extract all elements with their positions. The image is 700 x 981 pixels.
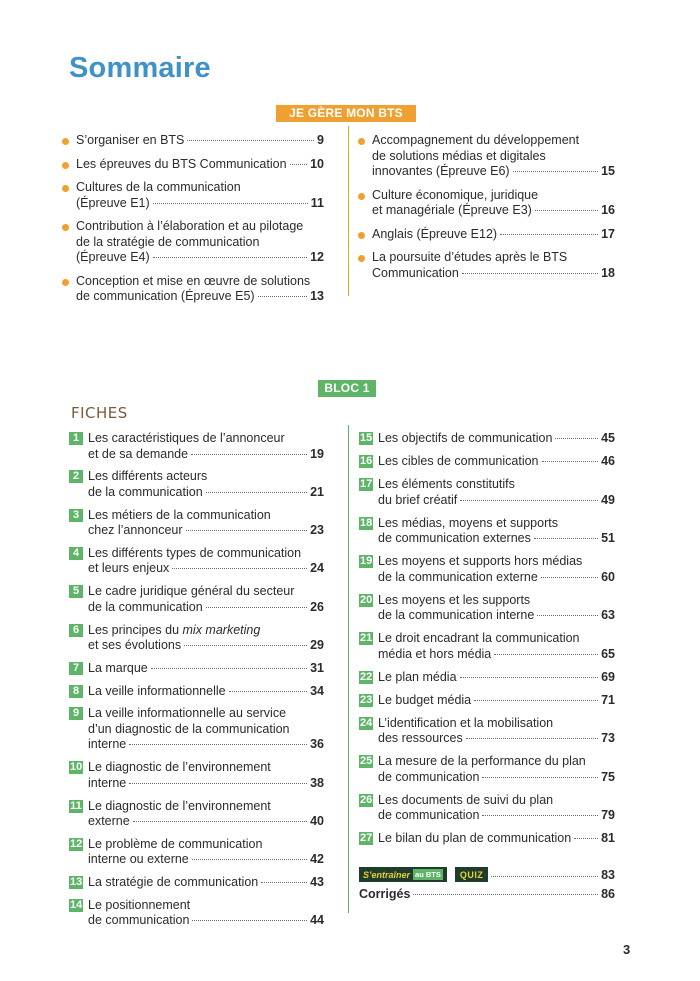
- fiche-number: 12: [70, 837, 83, 850]
- entry-text: Les cibles de communication: [378, 454, 539, 468]
- bullet-icon: [62, 162, 69, 169]
- toc-entry[interactable]: [359, 670, 615, 686]
- page-ref: 23: [310, 523, 324, 538]
- entry-text: média et hors média: [378, 646, 492, 661]
- toc-entry[interactable]: [69, 469, 324, 500]
- corriges-entry[interactable]: [359, 887, 615, 903]
- page-ref: 49: [601, 492, 615, 507]
- entrainer-suffix: au BTS: [415, 870, 441, 879]
- page-ref: 69: [601, 669, 615, 684]
- page-ref: 40: [310, 814, 324, 828]
- entry-text: La stratégie de communication: [88, 875, 259, 890]
- page-ref: 21: [310, 484, 324, 499]
- fiche-number: 5: [69, 585, 83, 598]
- page-ref: 83: [601, 867, 615, 882]
- entry-text: Le droit encadrant la communication: [378, 631, 580, 645]
- toc-entry[interactable]: [359, 831, 615, 847]
- toc-entry[interactable]: [62, 157, 324, 173]
- leader-dots: [133, 821, 307, 822]
- entry-text: de communication: [378, 808, 480, 822]
- leader-dots: [535, 210, 598, 211]
- toc-entry[interactable]: [69, 546, 324, 577]
- page-ref: 45: [601, 431, 615, 445]
- page-ref: 71: [601, 692, 615, 707]
- leader-dots: [534, 538, 598, 539]
- entry-text: Les objectifs de communication: [378, 431, 553, 445]
- fiche-number: 2: [69, 470, 83, 483]
- fiche-number: 9: [69, 707, 83, 720]
- fiche-number: 8: [69, 685, 83, 698]
- leader-dots: [192, 859, 307, 860]
- leader-dots: [153, 257, 307, 258]
- leader-dots: [542, 461, 599, 462]
- leader-dots: [460, 500, 598, 501]
- leader-dots: [151, 668, 307, 669]
- leader-dots: [482, 777, 598, 778]
- entry-text: Le cadre juridique général du secteur: [88, 584, 295, 599]
- page-ref: 86: [601, 887, 615, 901]
- entry-text: et managériale (Épreuve E3): [372, 203, 532, 217]
- extras-column: [359, 867, 615, 907]
- entry-text: Accompagnement du développement: [372, 133, 580, 147]
- page-ref: 46: [601, 454, 615, 468]
- entry-text: Anglais (Épreuve E12): [372, 226, 498, 241]
- toc-entry[interactable]: [358, 227, 615, 243]
- leader-dots: [491, 876, 598, 877]
- page-ref: 79: [601, 808, 615, 822]
- toc-entry[interactable]: [69, 684, 324, 700]
- page-ref: 65: [601, 646, 615, 661]
- leader-dots: [500, 234, 598, 235]
- leader-dots: [466, 738, 598, 739]
- entry-text: Cultures de la communication: [76, 180, 241, 194]
- fiche-number: 23: [360, 693, 373, 706]
- fiche-number: 21: [360, 632, 373, 644]
- entry-text: La poursuite d’études après le BTS: [372, 250, 568, 264]
- leader-dots: [261, 882, 307, 883]
- fiche-number: 20: [360, 593, 373, 606]
- leader-dots: [229, 691, 308, 692]
- entry-text: innovantes (Épreuve E6): [372, 164, 510, 178]
- quiz-badge: QUIZ: [455, 867, 489, 882]
- page-ref: 44: [310, 913, 324, 928]
- entry-text: Le budget média: [378, 692, 472, 707]
- bullet-icon: [62, 224, 69, 231]
- page-ref: 17: [601, 226, 615, 241]
- entry-text: La marque: [88, 660, 148, 675]
- entry-text: de la stratégie de communication: [76, 234, 260, 249]
- toc-entry[interactable]: [69, 760, 324, 791]
- leader-dots: [258, 296, 308, 297]
- page-number: 3: [623, 942, 631, 957]
- entry-text: Les épreuves du BTS Communication: [76, 156, 287, 171]
- page-ref: 29: [310, 638, 324, 652]
- entry-text: Les principes du mix marketing: [88, 622, 261, 637]
- page-title: Sommaire: [69, 52, 211, 84]
- leader-dots: [537, 615, 598, 616]
- bullet-icon: [358, 193, 365, 200]
- toc-entry[interactable]: [358, 250, 615, 281]
- leader-dots: [290, 164, 308, 165]
- fiche-number: 14: [70, 898, 83, 911]
- bullet-icon: [62, 185, 69, 192]
- toc-entry[interactable]: [69, 584, 324, 615]
- toc-entry[interactable]: [69, 661, 324, 677]
- section-badge-je-gere-mon-bts: JE GÈRE MON BTS: [276, 105, 416, 122]
- bullet-icon: [358, 255, 365, 262]
- page-ref: 43: [310, 875, 324, 890]
- page-ref: 73: [601, 731, 615, 745]
- fiche-number: 7: [69, 662, 83, 675]
- entry-text: des ressources: [378, 731, 463, 745]
- entry-text: Le problème de communication: [88, 836, 263, 851]
- leader-dots: [206, 607, 307, 608]
- leader-dots: [494, 654, 598, 655]
- entry-text: La veille informationnelle: [88, 683, 226, 698]
- entry-text: Les moyens et supports hors médias: [378, 554, 583, 568]
- toc-entry[interactable]: [359, 431, 615, 447]
- page-ref: 15: [601, 164, 615, 178]
- entry-text: Conception et mise en œuvre de solutions: [76, 273, 311, 288]
- page-ref: 11: [310, 195, 324, 210]
- entry-text: La mesure de la performance du plan: [378, 754, 586, 768]
- bullet-icon: [62, 279, 69, 286]
- bullet-icon: [358, 138, 365, 145]
- toc-entry[interactable]: [69, 623, 324, 654]
- page-ref: 24: [310, 561, 324, 576]
- leader-dots: [206, 492, 307, 493]
- entry-text: Le diagnostic de l’environnement: [88, 760, 271, 775]
- toc-entry[interactable]: [359, 631, 615, 662]
- toc-entry[interactable]: [359, 554, 615, 585]
- page-ref: 38: [310, 775, 324, 790]
- entry-text: et leurs enjeux: [88, 561, 170, 576]
- fiche-number: 26: [360, 793, 373, 806]
- toc-entry[interactable]: [69, 837, 324, 868]
- column-divider: [348, 126, 349, 296]
- toc-entry[interactable]: [359, 716, 615, 747]
- fiche-number: 27: [360, 832, 373, 844]
- toc-entry[interactable]: [359, 793, 615, 824]
- page-ref: 10: [310, 156, 324, 171]
- leader-dots: [191, 454, 307, 455]
- toc-entry[interactable]: [359, 754, 615, 785]
- bullet-icon: [62, 138, 69, 145]
- fiche-number: 17: [360, 478, 373, 490]
- page-ref: 51: [601, 531, 615, 545]
- entry-text: Les différents acteurs: [88, 469, 208, 484]
- entry-text: Les métiers de la communication: [88, 507, 271, 522]
- toc-entry[interactable]: [359, 516, 615, 547]
- entry-text: (Épreuve E1): [76, 195, 150, 210]
- entry-text: L’identification et la mobilisation: [378, 715, 554, 730]
- fiche-number: 13: [70, 876, 83, 889]
- entry-text: de communication: [378, 769, 480, 784]
- fiche-number: 1: [69, 432, 83, 445]
- toc-entry[interactable]: [69, 508, 324, 539]
- page-ref: 81: [601, 831, 615, 845]
- entry-text: interne ou externe: [88, 852, 189, 867]
- toc-entry[interactable]: [62, 274, 324, 305]
- entry-text: Communication: [372, 265, 459, 280]
- toc-entry[interactable]: [69, 799, 324, 830]
- leader-dots: [482, 815, 598, 816]
- entry-text: de la communication: [88, 484, 203, 499]
- leader-dots: [541, 577, 598, 578]
- entry-text: interne: [88, 737, 127, 752]
- fiche-number: 22: [360, 670, 373, 683]
- fiche-number: 16: [360, 455, 373, 467]
- leader-dots: [413, 894, 598, 895]
- leader-dots: [129, 783, 307, 784]
- leader-dots: [172, 568, 307, 569]
- column-divider: [348, 425, 349, 913]
- leader-dots: [153, 203, 308, 204]
- leader-dots: [186, 530, 308, 531]
- fiches-label: FICHES: [71, 404, 128, 422]
- entry-text: (Épreuve E4): [76, 250, 150, 264]
- entry-text: interne: [88, 775, 127, 790]
- entry-text: de communication (Épreuve E5): [76, 289, 255, 303]
- fiche-number: 24: [360, 716, 373, 729]
- toc-entry[interactable]: [359, 477, 615, 508]
- entry-text: et ses évolutions: [88, 638, 182, 652]
- fiche-number: 4: [69, 547, 83, 560]
- entry-text: de solutions médias et digitales: [372, 148, 546, 163]
- fiche-number: 3: [69, 509, 83, 522]
- entry-text: Contribution à l’élaboration et au pilotage: [76, 219, 304, 233]
- leader-dots: [574, 838, 598, 839]
- entrainer-label: S’entraîner: [363, 869, 411, 880]
- entry-text: Le diagnostic de l’environnement: [88, 798, 271, 813]
- entry-text: La veille informationnelle au service: [88, 706, 287, 721]
- toc-entry[interactable]: [69, 431, 324, 462]
- page-ref: 9: [317, 133, 324, 147]
- page-ref: 13: [310, 289, 324, 303]
- page-ref: 31: [310, 660, 324, 675]
- leader-dots: [462, 273, 598, 274]
- page-ref: 36: [310, 737, 324, 752]
- leader-dots: [192, 920, 307, 921]
- leader-dots: [555, 438, 598, 439]
- entry-text: de communication: [88, 913, 190, 928]
- entry-text: Les médias, moyens et supports: [378, 515, 558, 530]
- leader-dots: [474, 700, 598, 701]
- bullet-icon: [358, 232, 365, 239]
- page-ref: 34: [310, 683, 324, 698]
- fiche-number: 18: [360, 516, 373, 529]
- entry-text: d’un diagnostic de la communication: [88, 721, 290, 736]
- entry-text: du brief créatif: [378, 492, 458, 507]
- fiche-number: 6: [69, 624, 83, 637]
- fiche-number: 15: [360, 432, 373, 444]
- entry-text: Le positionnement: [88, 897, 191, 912]
- fiche-number: 25: [360, 755, 373, 767]
- entry-text: de la communication: [88, 599, 203, 614]
- entrainer-badge: [359, 867, 447, 882]
- fiche-number: 19: [360, 555, 373, 567]
- page-ref: 42: [310, 852, 324, 867]
- page-ref: 75: [601, 769, 615, 784]
- leader-dots: [184, 645, 307, 646]
- toc-entry[interactable]: [62, 133, 324, 149]
- entry-text: Le bilan du plan de communication: [378, 831, 572, 845]
- entry-text: Les caractéristiques de l’annonceur: [88, 431, 285, 445]
- entry-text: de la communication externe: [378, 569, 538, 584]
- toc-entry[interactable]: [359, 693, 615, 709]
- page-ref: 26: [310, 599, 324, 614]
- leader-dots: [460, 677, 599, 678]
- fiche-number: 11: [70, 799, 82, 812]
- leader-dots: [187, 140, 314, 141]
- toc-entry[interactable]: [69, 706, 324, 753]
- leader-dots: [513, 171, 599, 172]
- entry-text: et de sa demande: [88, 446, 189, 461]
- entry-text: chez l’annonceur: [88, 523, 183, 538]
- toc-entry[interactable]: [358, 188, 615, 219]
- page-ref: 60: [601, 569, 615, 584]
- entry-text: Les différents types de communication: [88, 545, 302, 560]
- entry-text: Les moyens et les supports: [378, 592, 531, 607]
- entry-text: de communication externes: [378, 531, 531, 545]
- entry-text: S’organiser en BTS: [76, 133, 185, 147]
- fiche-number: 10: [70, 761, 83, 774]
- entry-text: externe: [88, 814, 130, 828]
- toc-entry[interactable]: [69, 898, 324, 929]
- leader-dots: [129, 744, 307, 745]
- page-ref: 63: [601, 608, 615, 622]
- entry-text: Les documents de suivi du plan: [378, 792, 554, 807]
- entrainer-quiz-row[interactable]: [359, 867, 615, 882]
- toc-entry[interactable]: [69, 875, 324, 891]
- entry-text: Les éléments constitutifs: [378, 477, 515, 491]
- entry-text: de la communication interne: [378, 608, 535, 622]
- entry-text: Le plan média: [378, 669, 457, 684]
- toc-entry[interactable]: [358, 133, 615, 180]
- entry-text: Culture économique, juridique: [372, 187, 539, 202]
- page-ref: 12: [310, 250, 324, 264]
- page-ref: 19: [310, 446, 324, 461]
- corriges-label: Corrigés: [359, 887, 411, 901]
- toc-entry[interactable]: [62, 219, 324, 266]
- page-ref: 18: [601, 265, 615, 280]
- page-ref: 16: [601, 203, 615, 217]
- toc-entry[interactable]: [62, 180, 324, 211]
- section-badge-bloc1: BLOC 1: [318, 380, 376, 397]
- toc-entry[interactable]: [359, 593, 615, 624]
- toc-entry[interactable]: [359, 454, 615, 470]
